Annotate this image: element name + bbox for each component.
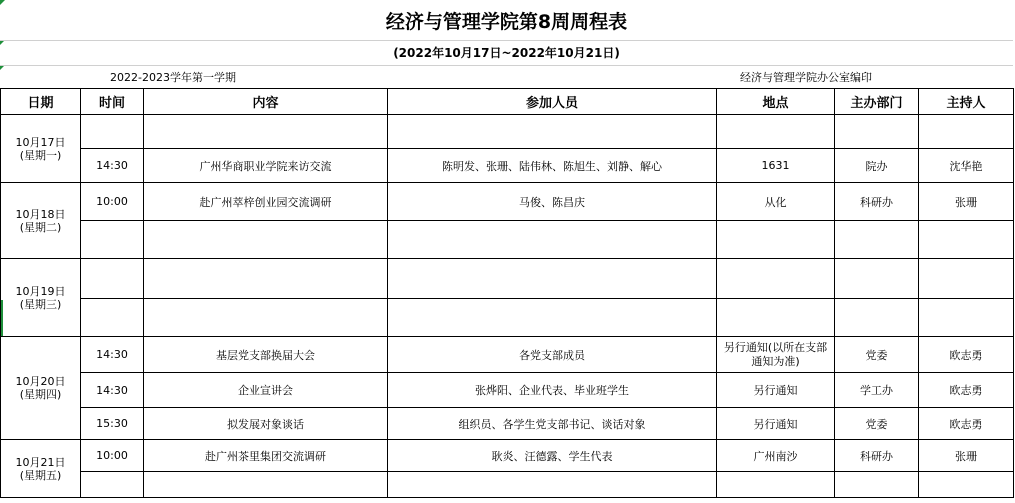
location-cell[interactable]: 另行通知(以所在支部通知为准) bbox=[717, 337, 835, 373]
date-label: 10月18日 bbox=[15, 207, 66, 221]
location-cell[interactable]: 从化 bbox=[717, 183, 835, 221]
header-row bbox=[1, 89, 1014, 115]
time-cell[interactable]: 10:00 bbox=[81, 440, 144, 472]
table-row bbox=[1, 440, 1014, 472]
host-dept-cell[interactable] bbox=[835, 221, 919, 259]
time-cell[interactable] bbox=[81, 115, 144, 149]
time-cell[interactable]: 14:30 bbox=[81, 337, 144, 373]
meta-row bbox=[0, 65, 1013, 87]
participants-cell[interactable] bbox=[388, 259, 717, 299]
time-cell[interactable] bbox=[81, 472, 144, 498]
location-cell[interactable] bbox=[717, 221, 835, 259]
host-cell[interactable]: 欧志勇 bbox=[919, 408, 1014, 440]
host-dept-cell[interactable] bbox=[835, 115, 919, 149]
date-cell[interactable] bbox=[1, 115, 81, 183]
content-cell[interactable]: 赴广州萃梓创业园交流调研 bbox=[144, 183, 388, 221]
header-time: 时间 bbox=[81, 89, 144, 115]
table-row bbox=[1, 221, 1014, 259]
participants-cell[interactable] bbox=[388, 299, 717, 337]
table-row bbox=[1, 408, 1014, 440]
weekday-label: (星期五) bbox=[19, 468, 62, 482]
table-row bbox=[1, 373, 1014, 408]
host-dept-cell[interactable]: 科研办 bbox=[835, 440, 919, 472]
content-cell[interactable]: 广州华商职业学院来访交流 bbox=[144, 149, 388, 183]
table-row bbox=[1, 299, 1014, 337]
content-cell[interactable] bbox=[144, 221, 388, 259]
location-cell[interactable]: 另行通知 bbox=[717, 373, 835, 408]
header-host: 主持人 bbox=[919, 89, 1014, 115]
schedule-table bbox=[0, 88, 1014, 498]
location-cell[interactable] bbox=[717, 259, 835, 299]
content-cell[interactable]: 企业宣讲会 bbox=[144, 373, 388, 408]
host-dept-cell[interactable]: 学工办 bbox=[835, 373, 919, 408]
date-cell[interactable] bbox=[1, 259, 81, 337]
participants-cell[interactable]: 马俊、陈昌庆 bbox=[388, 183, 717, 221]
weekday-label: (星期二) bbox=[19, 220, 62, 234]
participants-cell[interactable] bbox=[388, 115, 717, 149]
time-cell[interactable] bbox=[81, 299, 144, 337]
date-label: 10月17日 bbox=[15, 135, 66, 149]
content-cell[interactable]: 拟发展对象谈话 bbox=[144, 408, 388, 440]
weekday-label: (星期四) bbox=[19, 388, 62, 401]
host-dept-cell[interactable] bbox=[835, 299, 919, 337]
date-label: 10月21日 bbox=[15, 455, 66, 469]
location-cell[interactable] bbox=[717, 299, 835, 337]
time-cell[interactable] bbox=[81, 259, 144, 299]
host-dept-cell[interactable]: 院办 bbox=[835, 149, 919, 183]
host-cell[interactable]: 欧志勇 bbox=[919, 373, 1014, 408]
host-cell[interactable]: 沈华艳 bbox=[919, 149, 1014, 183]
host-cell[interactable] bbox=[919, 299, 1014, 337]
content-cell[interactable] bbox=[144, 259, 388, 299]
table-row bbox=[1, 115, 1014, 149]
location-cell[interactable]: 1631 bbox=[717, 149, 835, 183]
page-title: 经济与管理学院第8周周程表 bbox=[0, 0, 1013, 41]
participants-cell[interactable] bbox=[388, 221, 717, 259]
date-label: 10月20日 bbox=[15, 375, 66, 388]
host-cell[interactable] bbox=[919, 259, 1014, 299]
host-dept-cell[interactable]: 党委 bbox=[835, 408, 919, 440]
date-cell[interactable] bbox=[1, 183, 81, 259]
table-row bbox=[1, 472, 1014, 498]
host-cell[interactable] bbox=[919, 221, 1014, 259]
header-content: 内容 bbox=[144, 89, 388, 115]
time-cell[interactable]: 14:30 bbox=[81, 373, 144, 408]
content-cell[interactable] bbox=[144, 472, 388, 498]
date-cell[interactable] bbox=[1, 337, 81, 440]
participants-cell[interactable]: 陈明发、张珊、陆伟林、陈旭生、刘静、解心 bbox=[388, 149, 717, 183]
content-cell[interactable]: 赴广州茶里集团交流调研 bbox=[144, 440, 388, 472]
table-row bbox=[1, 149, 1014, 183]
participants-cell[interactable] bbox=[388, 472, 717, 498]
host-cell[interactable] bbox=[919, 472, 1014, 498]
header-date: 日期 bbox=[1, 89, 81, 115]
participants-cell[interactable]: 张烨阳、企业代表、毕业班学生 bbox=[388, 373, 717, 408]
table-row bbox=[1, 183, 1014, 221]
host-cell[interactable]: 欧志勇 bbox=[919, 337, 1014, 373]
participants-cell[interactable]: 组织员、各学生党支部书记、谈话对象 bbox=[388, 408, 717, 440]
location-cell[interactable]: 广州南沙 bbox=[717, 440, 835, 472]
compiler-label: 经济与管理学院办公室编印 bbox=[740, 71, 872, 84]
date-range: (2022年10月17日~2022年10月21日) bbox=[0, 40, 1013, 66]
header-host-dept: 主办部门 bbox=[835, 89, 919, 115]
host-cell[interactable]: 张珊 bbox=[919, 183, 1014, 221]
table-row bbox=[1, 337, 1014, 373]
weekday-label: (星期一) bbox=[19, 148, 62, 162]
weekday-label: (星期三) bbox=[19, 297, 62, 311]
host-dept-cell[interactable]: 科研办 bbox=[835, 183, 919, 221]
content-cell[interactable] bbox=[144, 115, 388, 149]
participants-cell[interactable]: 耿炎、汪德露、学生代表 bbox=[388, 440, 717, 472]
time-cell[interactable] bbox=[81, 221, 144, 259]
location-cell[interactable] bbox=[717, 115, 835, 149]
table-row bbox=[1, 259, 1014, 299]
host-cell[interactable] bbox=[919, 115, 1014, 149]
location-cell[interactable]: 另行通知 bbox=[717, 408, 835, 440]
semester-label: 2022-2023学年第一学期 bbox=[110, 71, 236, 84]
time-cell[interactable]: 14:30 bbox=[81, 149, 144, 183]
time-cell[interactable]: 10:00 bbox=[81, 183, 144, 221]
host-dept-cell[interactable]: 党委 bbox=[835, 337, 919, 373]
host-dept-cell[interactable] bbox=[835, 259, 919, 299]
header-participants: 参加人员 bbox=[388, 89, 717, 115]
host-dept-cell[interactable] bbox=[835, 472, 919, 498]
time-cell[interactable]: 15:30 bbox=[81, 408, 144, 440]
date-label: 10月19日 bbox=[15, 284, 66, 298]
content-cell[interactable]: 基层党支部换届大会 bbox=[144, 337, 388, 373]
host-cell[interactable]: 张珊 bbox=[919, 440, 1014, 472]
date-cell[interactable] bbox=[1, 440, 81, 498]
header-location: 地点 bbox=[717, 89, 835, 115]
location-cell[interactable] bbox=[717, 472, 835, 498]
participants-cell[interactable]: 各党支部成员 bbox=[388, 337, 717, 373]
content-cell[interactable] bbox=[144, 299, 388, 337]
